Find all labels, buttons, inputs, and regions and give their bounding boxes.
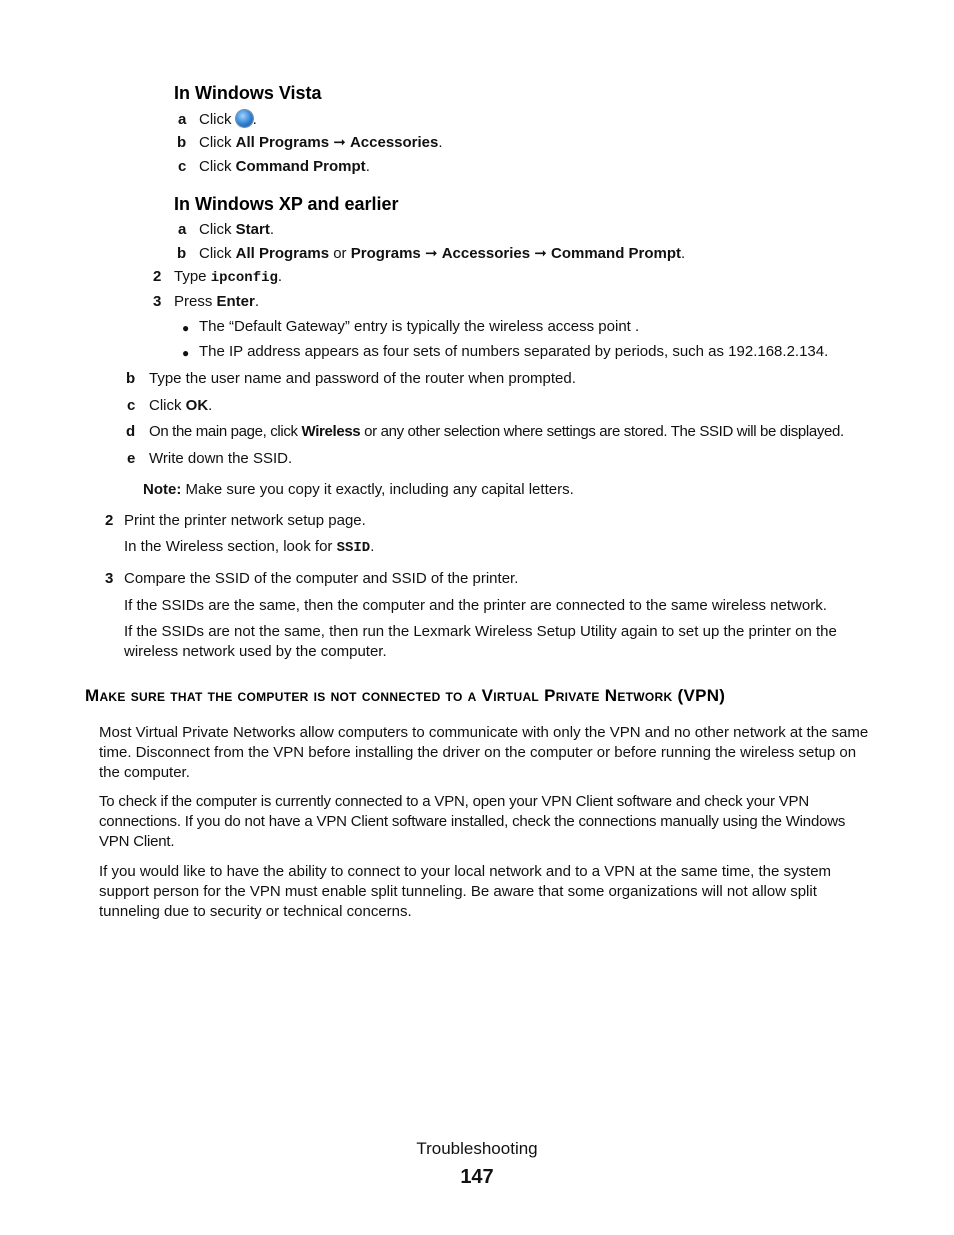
note: Note: Make sure you copy it exactly, including any capital letters. [143, 481, 574, 498]
step-text: Compare the SSID of the computer and SSID of the printer. [124, 570, 519, 587]
note-label: Note: [143, 481, 182, 498]
list-marker: e [127, 450, 136, 467]
list-item: Click Command Prompt. [199, 158, 370, 175]
list-marker: c [178, 158, 187, 175]
arrow-right-icon: ➞ [424, 245, 438, 262]
paragraph: If you would like to have the ability to connect to your local network and to a VPN at the same time, the system support person for the VPN must enable split tunneling. Be aware that some organizations will not allow split tunneling due to security or technical concerns. [99, 863, 832, 920]
step-number: 2 [105, 512, 114, 529]
list-item: Type the user name and password of the router when prompted. [149, 370, 576, 387]
list-marker: b [177, 134, 187, 151]
section-heading: Make sure that the computer is not connected to a Virtual Private Network (VPN) [85, 686, 726, 705]
page-number: 147 [460, 1166, 494, 1188]
list-marker: a [178, 111, 187, 128]
step-paragraph: If the SSIDs are the same, then the computer and the printer are connected to the same wireless network. [124, 597, 827, 614]
footer-section-name: Troubleshooting [416, 1139, 538, 1158]
paragraph: Most Virtual Private Networks allow computers to communicate with only the VPN and no other network at the same time. Disconnect from the VPN before installing the driver on the computer or before running the wireless setup on the computer. [99, 724, 869, 781]
list-marker: a [178, 221, 187, 238]
xp-heading: In Windows XP and earlier [174, 194, 399, 214]
list-item: On the main page, click Wireless or any other selection where settings are stored. The SSID will be displayed. [149, 423, 844, 440]
list-marker: c [127, 397, 136, 414]
code-text: SSID [336, 540, 371, 556]
step-text: Print the printer network setup page. [124, 512, 366, 529]
list-marker: b [177, 245, 187, 262]
bullet-icon: ● [182, 321, 190, 335]
list-item: Click . [199, 111, 257, 128]
step-number: 2 [153, 268, 162, 285]
step-paragraph: If the SSIDs are not the same, then run the Lexmark Wireless Setup Utility again to set up the printer on the wireless network used by the computer. [124, 623, 837, 660]
windows-start-icon [236, 110, 253, 127]
bullet-icon: ● [182, 346, 190, 360]
list-item: Click OK. [149, 397, 213, 414]
list-item: Write down the SSID. [149, 450, 293, 467]
code-text: ipconfig [210, 270, 278, 286]
step-subtext: In the Wireless section, look for SSID. [124, 538, 375, 556]
step-text: Press Enter. [174, 293, 260, 310]
bullet-item: The “Default Gateway” entry is typically the wireless access point . [199, 318, 640, 335]
arrow-right-icon: ➞ [534, 245, 547, 262]
step-text: Type ipconfig. [174, 268, 283, 286]
list-marker: b [126, 370, 136, 387]
vista-heading: In Windows Vista [174, 83, 322, 103]
paragraph: To check if the computer is currently connected to a VPN, open your VPN Client software and check your VPN connections. If you do not have a VPN Client software installed, check the connections manually using the Windows VPN Client. [99, 793, 846, 850]
step-number: 3 [153, 293, 162, 310]
list-item: Click Start. [199, 221, 275, 238]
bullet-item: The IP address appears as four sets of numbers separated by periods, such as 192.168.2.134. [199, 343, 829, 360]
list-item: Click All Programs ➞ Accessories. [199, 134, 443, 151]
step-number: 3 [105, 570, 114, 587]
arrow-right-icon: ➞ [333, 134, 346, 151]
list-marker: d [126, 423, 136, 440]
list-item: Click All Programs or Programs ➞ Accessories ➞ Command Prompt. [199, 245, 686, 262]
